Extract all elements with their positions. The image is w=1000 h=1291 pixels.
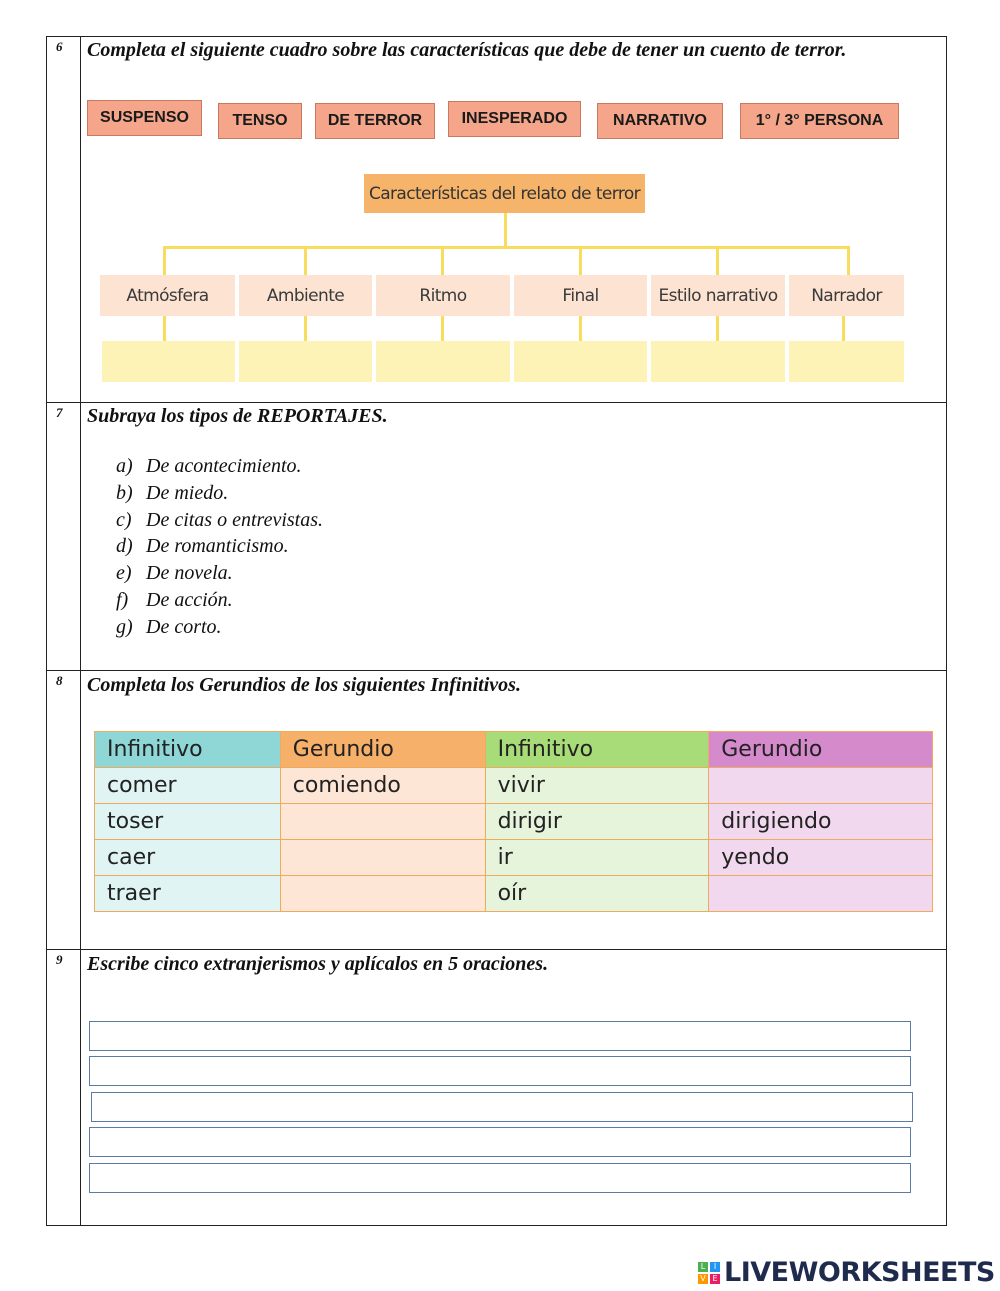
row-divider xyxy=(46,670,947,671)
option-f[interactable] xyxy=(116,587,233,613)
drag-chip-de-terror[interactable]: DE TERROR xyxy=(315,103,435,139)
drag-chip-tenso[interactable]: TENSO xyxy=(218,103,302,139)
column-header: Gerundio xyxy=(280,732,485,768)
category-ambiente: Ambiente xyxy=(239,275,372,316)
category-atmosfera: Atmósfera xyxy=(100,275,235,316)
question-prompt: Completa los Gerundios de los siguientes Infinitivos. xyxy=(87,674,521,696)
sentence-input-3[interactable] xyxy=(91,1092,913,1122)
option-g[interactable] xyxy=(116,614,222,640)
table-row xyxy=(95,876,933,912)
column-header: Infinitivo xyxy=(485,732,709,768)
drop-zone-ritmo[interactable] xyxy=(376,341,510,382)
answer-input-traer[interactable] xyxy=(280,876,485,912)
option-marker: c) xyxy=(116,509,132,531)
option-marker: e) xyxy=(116,562,132,584)
drag-chip-persona[interactable]: 1° / 3° PERSONA xyxy=(740,103,899,139)
question-number: 6 xyxy=(56,39,63,54)
diagram-title: Características del relato de terror xyxy=(364,174,645,213)
connector-line xyxy=(441,246,444,275)
sentence-input-5[interactable] xyxy=(89,1163,911,1193)
connector-line xyxy=(716,246,719,275)
sentence-input-1[interactable] xyxy=(89,1021,911,1051)
connector-line xyxy=(163,246,850,249)
liveworksheets-logo xyxy=(698,1257,995,1288)
question-number: 7 xyxy=(56,405,63,420)
option-b[interactable] xyxy=(116,480,228,506)
drop-zone-ambiente[interactable] xyxy=(239,341,372,382)
cell-gerundio: dirigiendo xyxy=(709,804,933,840)
answer-input-vivir[interactable] xyxy=(709,768,933,804)
connector-line xyxy=(304,316,307,341)
connector-line xyxy=(579,246,582,275)
category-narrador: Narrador xyxy=(789,275,904,316)
question-prompt: Escribe cinco extranjerismos y aplícalos en 5 oraciones. xyxy=(87,953,549,975)
option-marker: b) xyxy=(116,482,133,504)
option-text: De citas o entrevistas. xyxy=(146,509,324,531)
table-row xyxy=(95,804,933,840)
category-estilo-narrativo: Estilo narrativo xyxy=(651,275,785,316)
category-ritmo: Ritmo xyxy=(376,275,510,316)
option-text: De novela. xyxy=(146,562,233,584)
connector-line xyxy=(579,316,582,341)
option-text: De corto. xyxy=(146,616,222,638)
logo-letter: I xyxy=(710,1262,720,1272)
option-text: De romanticismo. xyxy=(146,535,289,557)
connector-line xyxy=(716,316,719,341)
answer-input-caer[interactable] xyxy=(280,840,485,876)
connector-line xyxy=(163,316,166,341)
cell-infinitivo: ir xyxy=(485,840,709,876)
drop-zone-atmosfera[interactable] xyxy=(102,341,235,382)
logo-text: LIVEWORKSHEETS xyxy=(724,1257,995,1288)
drop-zone-narrador[interactable] xyxy=(789,341,904,382)
connector-line xyxy=(163,246,166,275)
row-divider xyxy=(46,949,947,950)
number-column-divider xyxy=(80,36,81,1226)
drag-chip-suspenso[interactable]: SUSPENSO xyxy=(87,100,202,136)
gerund-table xyxy=(94,731,933,912)
cell-infinitivo: comer xyxy=(95,768,281,804)
question-prompt: Completa el siguiente cuadro sobre las características que debe de tener un cuento de terror. xyxy=(87,39,847,61)
cell-infinitivo: traer xyxy=(95,876,281,912)
connector-line xyxy=(304,246,307,275)
option-marker: d) xyxy=(116,535,133,557)
cell-gerundio: yendo xyxy=(709,840,933,876)
question-number: 8 xyxy=(56,673,63,688)
option-marker: a) xyxy=(116,455,133,477)
connector-line xyxy=(842,316,845,341)
drag-chip-inesperado[interactable]: INESPERADO xyxy=(448,101,581,137)
column-header: Infinitivo xyxy=(95,732,281,768)
logo-letter: E xyxy=(710,1274,720,1284)
sentence-input-2[interactable] xyxy=(89,1056,911,1086)
column-header: Gerundio xyxy=(709,732,933,768)
answer-input-toser[interactable] xyxy=(280,804,485,840)
option-marker: f) xyxy=(116,589,129,611)
connector-line xyxy=(441,316,444,341)
row-divider xyxy=(46,402,947,403)
question-number: 9 xyxy=(56,952,63,967)
cell-infinitivo: caer xyxy=(95,840,281,876)
drag-chip-narrativo[interactable]: NARRATIVO xyxy=(597,103,723,139)
cell-infinitivo: vivir xyxy=(485,768,709,804)
option-text: De acción. xyxy=(146,589,233,611)
cell-infinitivo: oír xyxy=(485,876,709,912)
option-text: De miedo. xyxy=(146,482,229,504)
option-a[interactable] xyxy=(116,453,302,479)
answer-input-oir[interactable] xyxy=(709,876,933,912)
question-prompt: Subraya los tipos de REPORTAJES. xyxy=(87,405,388,427)
option-marker: g) xyxy=(116,616,133,638)
option-e[interactable] xyxy=(116,560,233,586)
logo-letter: L xyxy=(698,1262,708,1272)
category-final: Final xyxy=(514,275,647,316)
cell-infinitivo: dirigir xyxy=(485,804,709,840)
logo-letter: V xyxy=(698,1274,708,1284)
cell-infinitivo: toser xyxy=(95,804,281,840)
cell-gerundio: comiendo xyxy=(280,768,485,804)
table-row xyxy=(95,840,933,876)
connector-line xyxy=(504,213,507,248)
connector-line xyxy=(847,246,850,275)
drop-zone-estilo-narrativo[interactable] xyxy=(651,341,785,382)
option-c[interactable] xyxy=(116,507,323,533)
sentence-input-4[interactable] xyxy=(89,1127,911,1157)
table-row xyxy=(95,768,933,804)
option-text: De acontecimiento. xyxy=(146,455,302,477)
logo-icon xyxy=(698,1262,720,1284)
table-header-row xyxy=(95,732,933,768)
drop-zone-final[interactable] xyxy=(514,341,647,382)
option-d[interactable] xyxy=(116,533,289,559)
